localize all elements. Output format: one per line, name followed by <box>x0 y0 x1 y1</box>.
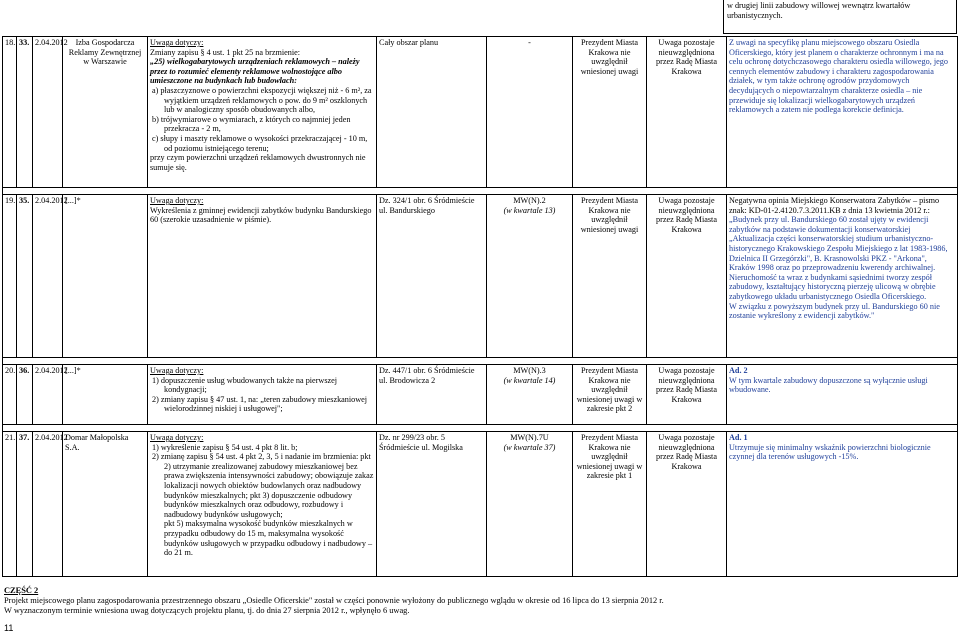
cell-zone <box>487 432 573 577</box>
cell-decision-council: Uwaga pozostaje nieuwzględniona przez Radę Miasta Krakowa <box>647 365 727 425</box>
cell-remark <box>148 195 377 358</box>
cell-lp: 19. <box>3 195 17 358</box>
cell-area: Dz. 324/1 obr. 6 Śródmieście ul. Bandurskiego <box>377 195 487 358</box>
zone-note: (w kwartale 37) <box>503 442 556 452</box>
remark-line: Wykreślenia z gminnej ewidencji zabytków budynku Bandurskiego 60 (szerokie uzasadnienie w piśmie). <box>150 205 372 225</box>
footer-section <box>4 586 954 616</box>
remark-line: b) trójwymiarowe o wymiarach, z których co najmniej jeden przekracza - 2 m, <box>152 114 351 134</box>
cell-justification: Z uwagi na specyfikę planu miejscowego obszaru Osiedla Oficerskiego, który jest planem o charakterze ochronnym i ma na celu ochronę dotychczasowego charakteru osiedla willowego, jego cennych elementów zabudowy i charakteru zagospodarowania działek, w tym także ochronę ogrodów przydomowych decydujących o niepowtarzalnym charakterze osiedla – nie przewiduje się lokalizacji wielkogabarytowych urządzeń reklamowych a zatem nie podlega korekcie definicja. <box>727 37 958 188</box>
remarks-table <box>2 36 958 577</box>
table-row <box>3 195 958 358</box>
cell-remark <box>148 37 377 188</box>
cell-decision-council: Uwaga pozostaje nieuwzględniona przez Radę Miasta Krakowa <box>647 37 727 188</box>
zone-code: MW(N).2 <box>513 196 546 205</box>
remark-line: a) płaszczyznowe o powierzchni ekspozycji większej niż - 6 m², za wyjątkiem urządzeń reklamowych o pow. do 9 m² oszklonych lub w analogiczny sposób obudowanych albo, <box>152 85 372 115</box>
cell-decision-council: Uwaga pozostaje nieuwzględniona przez Radę Miasta Krakowa <box>647 195 727 358</box>
cell-justification <box>727 195 958 358</box>
cell-nr: 35. <box>17 195 33 358</box>
cell-submitter: [...]* <box>63 365 148 425</box>
remark-line: pkt 5) maksymalna wysokość budynków mieszkalnych w przypadku odbudowy do 15 m, maksymalna wysokość budynków usługowych w przypadku odbudowy i nadbudowy – do 21 m. <box>164 519 373 558</box>
cell-submitter: Domar Małopolska S.A. <box>63 432 148 577</box>
remark-head: Uwaga dotyczy: <box>150 196 204 205</box>
row-spacer <box>3 188 958 195</box>
row-spacer <box>3 358 958 365</box>
cell-zone: - <box>487 37 573 188</box>
remark-line: 1) dopuszczenie usług wbudowanych także na pierwszej kondygnacji; <box>152 375 338 395</box>
cell-nr: 37. <box>17 432 33 577</box>
cell-remark <box>148 365 377 425</box>
cell-decision-president: Prezydent Miasta Krakowa nie uwzględnił wniesionej uwagi <box>573 195 647 358</box>
section-title: CZĘŚĆ 2 <box>4 586 39 595</box>
table-row <box>3 365 958 425</box>
zone-note: (w kwartale 13) <box>503 205 556 215</box>
justification-line: Negatywna opinia Miejskiego Konserwatora Zabytków – pismo znak: KD-01-2.4120.7.3.2011.KB z dnia 13 kwietnia 2012 r.: <box>729 196 940 215</box>
justification-line: Nieruchomość ta wraz z budynkami sąsiednimi tworzy zespół zabudowy, kształtujący historyczną pierzeję ulicową w obrębie zabytkowego układu urbanistycznego Osiedla Oficerskiego. <box>729 272 936 301</box>
justification-line: „Budynek przy ul. Bandurskiego 60 został ujęty w ewidencji zabytków na podstawie dokumentacji konserwatorskiej <box>729 215 929 234</box>
cell-zone <box>487 365 573 425</box>
remark-head: Uwaga dotyczy: <box>150 38 204 47</box>
continuation-line-1: w drugiej linii zabudowy willowej wewnątrz kwartałów <box>727 1 911 10</box>
footer-line-1: Projekt miejscowego planu zagospodarowania przestrzennego obszaru „Osiedle Oficerskie" został w części ponownie wyłożony do publicznego wglądu w okresie od 16 lipca do 13 sierpnia 2012 r. <box>4 596 664 606</box>
cell-date: 2.04.2012 <box>33 432 63 577</box>
zone-code: MW(N).3 <box>513 366 546 375</box>
cell-justification <box>727 432 958 577</box>
footer-line-2: W wyznaczonym terminie wniesiona uwag dotyczących projektu planu, tj. do dnia 27 sierpnia 2012 r., wpłynęło 6 uwag. <box>4 606 410 616</box>
cell-zone <box>487 195 573 358</box>
table-row <box>3 432 958 577</box>
cell-decision-council: Uwaga pozostaje nieuwzględniona przez Radę Miasta Krakowa <box>647 432 727 577</box>
cell-area: Dz. nr 299/23 obr. 5 Śródmieście ul. Mogilska <box>377 432 487 577</box>
cell-lp: 21. <box>3 432 17 577</box>
cell-submitter: [...]* <box>63 195 148 358</box>
remark-line: Zmiany zapisu § 4 ust. 1 pkt 25 na brzmienie: <box>150 47 301 57</box>
justification-line: Utrzymuje się minimalny wskaźnik powierzchni biologicznie czynnej dla terenów usługowych -15%. <box>729 442 931 462</box>
continuation-line-2: urbanistycznych. <box>727 10 783 20</box>
cell-decision-president: Prezydent Miasta Krakowa nie uwzględnił wniesionej uwagi w zakresie pkt 1 <box>573 432 647 577</box>
cell-area: Dz. 447/1 obr. 6 Śródmieście ul. Brodowicza 2 <box>377 365 487 425</box>
remark-line: 2) zmiany zapisu § 47 ust. 1, na: „teren zabudowy mieszkaniowej wielorodzinnej niskiej i usługowej"; <box>152 394 368 414</box>
remark-line: c) słupy i maszty reklamowe o wysokości przekraczającej - 10 m, od poziomu istniejącego terenu; <box>152 133 368 153</box>
justification-line: W związku z powyższym budynek przy ul. Bandurskiego 60 nie zostanie wykreślony z ewidencji zabytków." <box>729 301 940 321</box>
previous-row-continuation <box>723 0 957 34</box>
cell-area: Cały obszar planu <box>377 37 487 188</box>
cell-date: 2.04.2012 <box>33 37 63 188</box>
cell-date: 2.04.2012 <box>33 195 63 358</box>
cell-lp: 18. <box>3 37 17 188</box>
cell-submitter: Izba Gospodarcza Reklamy Zewnętrznej w Warszawie <box>63 37 148 188</box>
remark-line: 1) wykreślenie zapisu § 54 ust. 4 pkt 8 lit. b; <box>152 442 298 452</box>
justification-head: Ad. 1 <box>729 433 748 442</box>
remark-head: Uwaga dotyczy: <box>150 366 204 375</box>
zone-code: MW(N).7U <box>510 433 549 442</box>
row-spacer <box>3 425 958 432</box>
cell-justification <box>727 365 958 425</box>
cell-date: 2.04.2012 <box>33 365 63 425</box>
remark-line: 2) zmianę zapisu § 54 ust. 4 pkt 2, 3, 5 i nadanie im brzmienia: pkt 2) utrzymanie zrealizowanej zabudowy mieszkaniowej bez prawa zwiększenia intensywności zabudowy; obowiązuje zakaz lokalizacji nowych obiektów budowlanych oraz nadbudowy budynków mieszkalnych; pkt 3) dopuszczenie odbudowy budynków mieszkalnych oraz odbudowy, rozbudowy i nadbudowy budynków usługowych; <box>152 452 374 519</box>
cell-decision-president: Prezydent Miasta Krakowa nie uwzględnił wniesionej uwagi <box>573 37 647 188</box>
remark-line: „25) wielkogabarytowych urządzeniach reklamowych – należy przez to rozumieć elementy reklamowe wolnostojące albo umieszczone na budynkach lub budowlach: <box>150 57 360 86</box>
table-row <box>3 37 958 188</box>
cell-nr: 33. <box>17 37 33 188</box>
cell-remark <box>148 432 377 577</box>
cell-decision-president: Prezydent Miasta Krakowa nie uwzględnił wniesionej uwagi w zakresie pkt 2 <box>573 365 647 425</box>
cell-lp: 20. <box>3 365 17 425</box>
cell-nr: 36. <box>17 365 33 425</box>
justification-line: „Aktualizacja części konserwatorskiej studium urbanistyczno-historycznego Krakowskiego Zespołu Miejskiego z lat 1983-1986, Dzielnica II Grzegórzki", B. Krasnowolski PKZ - "Arkona", Kraków 1998 oraz po przeprowadzeniu kwerendy archiwalnej. <box>729 234 948 273</box>
remark-line: przy czym powierzchni urządzeń reklamowych dwustronnych nie sumuje się. <box>150 153 366 172</box>
justification-line: W tym kwartale zabudowy dopuszczone są wyłącznie usługi wbudowane. <box>729 375 928 395</box>
zone-note: (w kwartale 14) <box>503 375 556 385</box>
page-number: 11 <box>4 623 14 633</box>
remark-head: Uwaga dotyczy: <box>150 433 204 442</box>
justification-head: Ad. 2 <box>729 366 748 375</box>
